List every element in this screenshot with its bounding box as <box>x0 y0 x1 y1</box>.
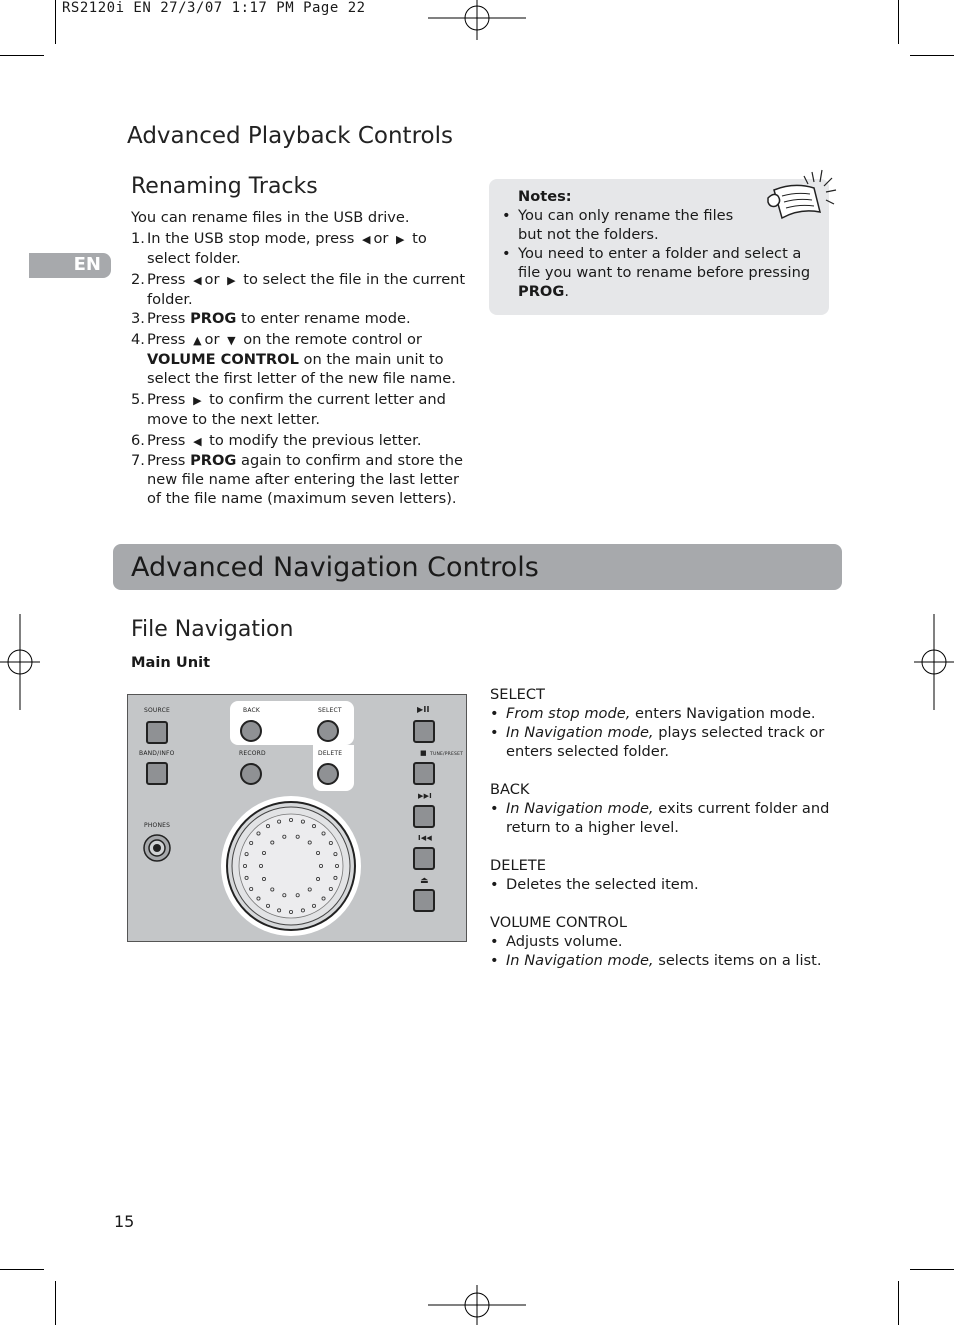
crop-mark <box>55 0 56 44</box>
delete-button[interactable] <box>317 763 339 785</box>
left-arrow-icon: ◀ <box>193 435 202 448</box>
section-title: Advanced Playback Controls <box>127 123 453 149</box>
record-button[interactable] <box>240 763 262 785</box>
control-descriptions <box>490 685 840 970</box>
label-record: RECORD <box>239 750 266 757</box>
note-2: • You need to enter a folder and select a file you want to rename before pressing PROG. <box>502 245 811 300</box>
renaming-intro: You can rename files in the USB drive. <box>131 209 410 226</box>
step-1: 1. In the USB stop mode, press ◀ or ▶ to select folder. <box>131 230 427 267</box>
label-tune-preset: TUNE/PRESET <box>430 752 464 757</box>
page-number: 15 <box>114 1212 135 1231</box>
right-arrow-icon: ▶ <box>396 233 405 246</box>
volume-heading: VOLUME CONTROL <box>490 914 628 931</box>
select-button[interactable] <box>317 720 339 742</box>
step-2: 2. Press ◀ or ▶ to select the file in the current folder. <box>131 271 466 308</box>
step-6: 6. Press ◀ to modify the previous letter. <box>131 432 422 449</box>
source-button[interactable] <box>146 721 168 744</box>
volume-desc-1: • Adjusts volume. <box>490 933 623 950</box>
select-desc-1: • From stop mode, enters Navigation mode. <box>490 705 816 722</box>
down-arrow-icon: ▼ <box>227 334 236 347</box>
stop-icon: ■ <box>420 749 427 757</box>
delete-desc-1: • Deletes the selected item. <box>490 876 699 893</box>
right-arrow-icon: ▶ <box>193 394 202 407</box>
section-banner <box>113 544 842 590</box>
step-7: 7. Press PROG again to confirm and store the new file name after entering the last letter of the file name (maximum seven letters). <box>131 452 464 507</box>
select-heading: SELECT <box>490 686 545 703</box>
select-desc-2: • In Navigation mode, plays selected track or enters selected folder. <box>490 724 825 760</box>
previous-icon: I◀◀ <box>418 834 432 842</box>
left-arrow-icon: ◀ <box>361 233 371 246</box>
label-select: SELECT <box>318 707 342 714</box>
label-phones: PHONES <box>144 822 171 829</box>
registration-mark-right <box>914 614 954 710</box>
label-band-info: BAND/INFO <box>139 750 175 757</box>
right-arrow-icon: ▶ <box>227 274 236 287</box>
renaming-title: Renaming Tracks <box>131 174 318 199</box>
label-back: BACK <box>243 707 261 714</box>
crop-mark <box>898 0 899 44</box>
previous-button[interactable] <box>413 847 435 870</box>
headphone-jack-icon <box>142 833 172 863</box>
renaming-instructions <box>131 208 471 508</box>
play-pause-icon: ▶II <box>417 705 430 714</box>
label-delete: DELETE <box>318 750 343 757</box>
volume-desc-2: • In Navigation mode, selects items on a list. <box>490 952 822 969</box>
crop-mark <box>55 1281 56 1325</box>
notes-title: Notes: <box>518 188 572 205</box>
step-3: 3. Press PROG to enter rename mode. <box>131 310 411 327</box>
delete-heading: DELETE <box>490 857 546 874</box>
up-arrow-icon: ▲ <box>193 334 202 347</box>
language-tab-label: EN <box>73 254 101 275</box>
left-arrow-icon: ◀ <box>193 274 202 287</box>
file-navigation-title: File Navigation <box>131 617 294 642</box>
print-header: RS2120i EN 27/3/07 1:17 PM Page 22 <box>62 0 366 16</box>
eject-icon: ⏏ <box>420 876 429 886</box>
registration-mark-left <box>0 614 40 710</box>
main-unit-subtitle: Main Unit <box>131 654 211 671</box>
main-unit-panel <box>127 694 467 942</box>
next-button[interactable] <box>413 805 435 828</box>
volume-control-knob[interactable] <box>220 795 362 937</box>
crop-mark <box>898 1281 899 1325</box>
play-pause-button[interactable] <box>413 720 435 743</box>
crop-mark <box>910 1269 954 1270</box>
registration-mark-top <box>428 0 526 40</box>
crop-mark <box>910 55 954 56</box>
back-heading: BACK <box>490 781 530 798</box>
banner-title: Advanced Navigation Controls <box>131 552 539 583</box>
note-1: • You can only rename the files but not the folders. <box>502 207 734 243</box>
band-info-button[interactable] <box>146 762 168 785</box>
registration-mark-bottom <box>428 1285 526 1325</box>
step-4: 4. Press ▲ or ▼ on the remote control or VOLUME CONTROL on the main unit to select the first letter of the new file name. <box>131 331 456 387</box>
back-button[interactable] <box>240 720 262 742</box>
eject-button[interactable] <box>413 889 435 912</box>
crop-mark <box>0 1269 44 1270</box>
language-tab <box>29 253 111 278</box>
stop-button[interactable] <box>413 762 435 785</box>
next-icon: ▶▶I <box>418 792 432 800</box>
label-source: SOURCE <box>144 707 170 714</box>
step-5: 5. Press ▶ to confirm the current letter and move to the next letter. <box>131 391 446 428</box>
back-desc-1: • In Navigation mode, exits current folder and return to a higher level. <box>490 800 830 836</box>
crop-mark <box>0 55 44 56</box>
note-paper-icon <box>764 168 838 228</box>
